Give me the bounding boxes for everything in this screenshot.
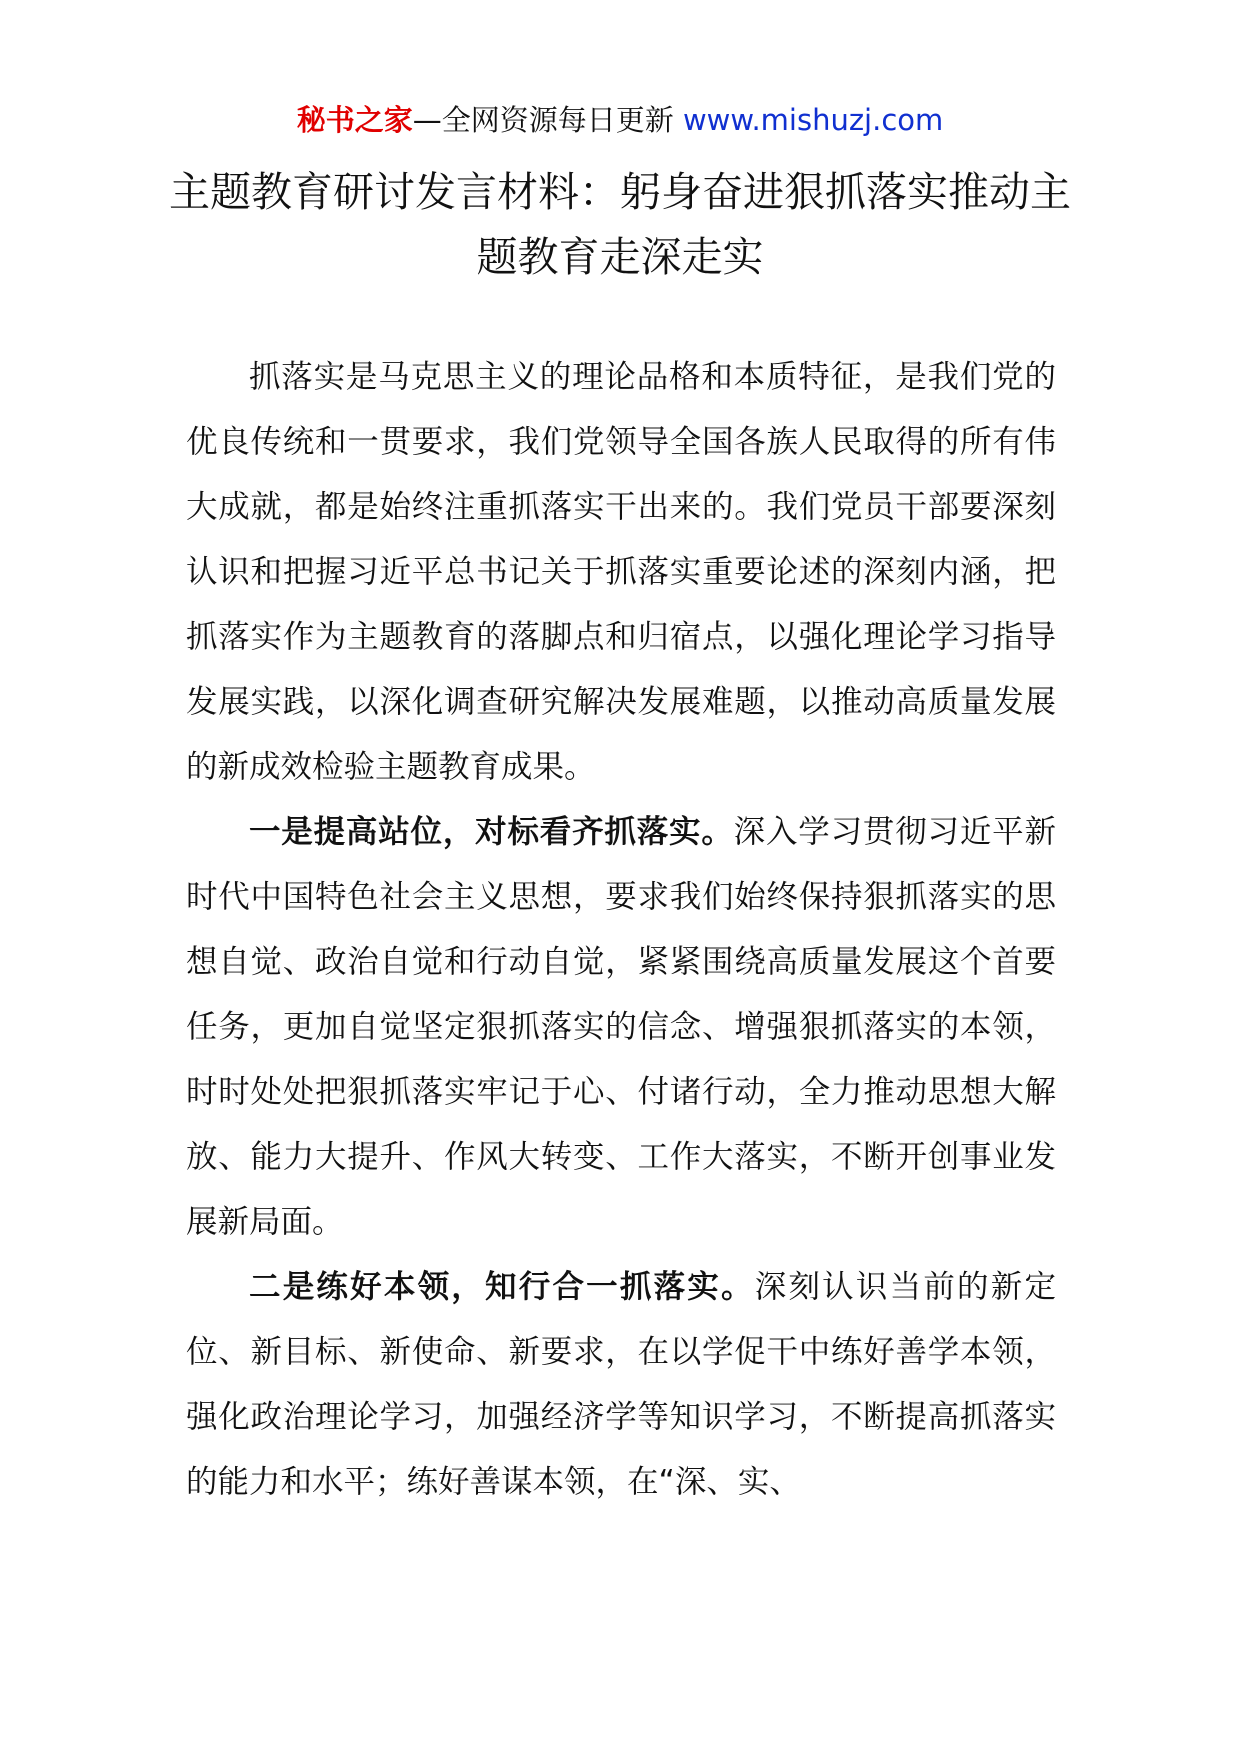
paragraph-point-1 <box>186 800 1056 1255</box>
paragraph-text: 深入学习贯彻习近平新时代中国特色社会主义思想，要求我们始终保持狠抓落实的思想自觉、政治自觉和行动自觉，紧紧围绕高质量发展这个首要任务，更加自觉坚定狠抓落实的信念、增强狠抓落实的本领，时时处处把狠抓落实牢记于心、付诸行动，全力推动思想大解放、能力大提升、作风大转变、工作大落实，不断开创事业发展新局面。 <box>186 814 1056 1240</box>
document-body <box>186 345 1056 1515</box>
site-brand: 秘书之家 <box>296 103 413 137</box>
paragraph-intro <box>186 345 1056 800</box>
paragraph-lead: 一是提高站位，对标看齐抓落实。 <box>249 814 734 850</box>
site-header <box>0 100 1240 140</box>
site-tagline: —全网资源每日更新 <box>412 103 683 137</box>
paragraph-point-2 <box>186 1255 1056 1515</box>
site-url[interactable]: www.mishuzj.com <box>682 103 944 137</box>
paragraph-text: 深刻认识当前的新定位、新目标、新使命、新要求，在以学促干中练好善学本领，强化政治理论学习，加强经济学等知识学习，不断提高抓落实的能力和水平；练好善谋本领，在“深、实、 <box>186 1269 1056 1500</box>
document-title: 主题教育研讨发言材料：躬身奋进狠抓落实推动主题教育走深走实 <box>169 168 1071 281</box>
paragraph-text: 抓落实是马克思主义的理论品格和本质特征，是我们党的优良传统和一贯要求，我们党领导全国各族人民取得的所有伟大成就，都是始终注重抓落实干出来的。我们党员干部要深刻认识和把握习近平总书记关于抓落实重要论述的深刻内涵，把抓落实作为主题教育的落脚点和归宿点，以强化理论学习指导发展实践，以深化调查研究解决发展难题，以推动高质量发展的新成效检验主题教育成果。 <box>186 359 1056 785</box>
paragraph-lead: 二是练好本领，知行合一抓落实。 <box>249 1269 755 1305</box>
